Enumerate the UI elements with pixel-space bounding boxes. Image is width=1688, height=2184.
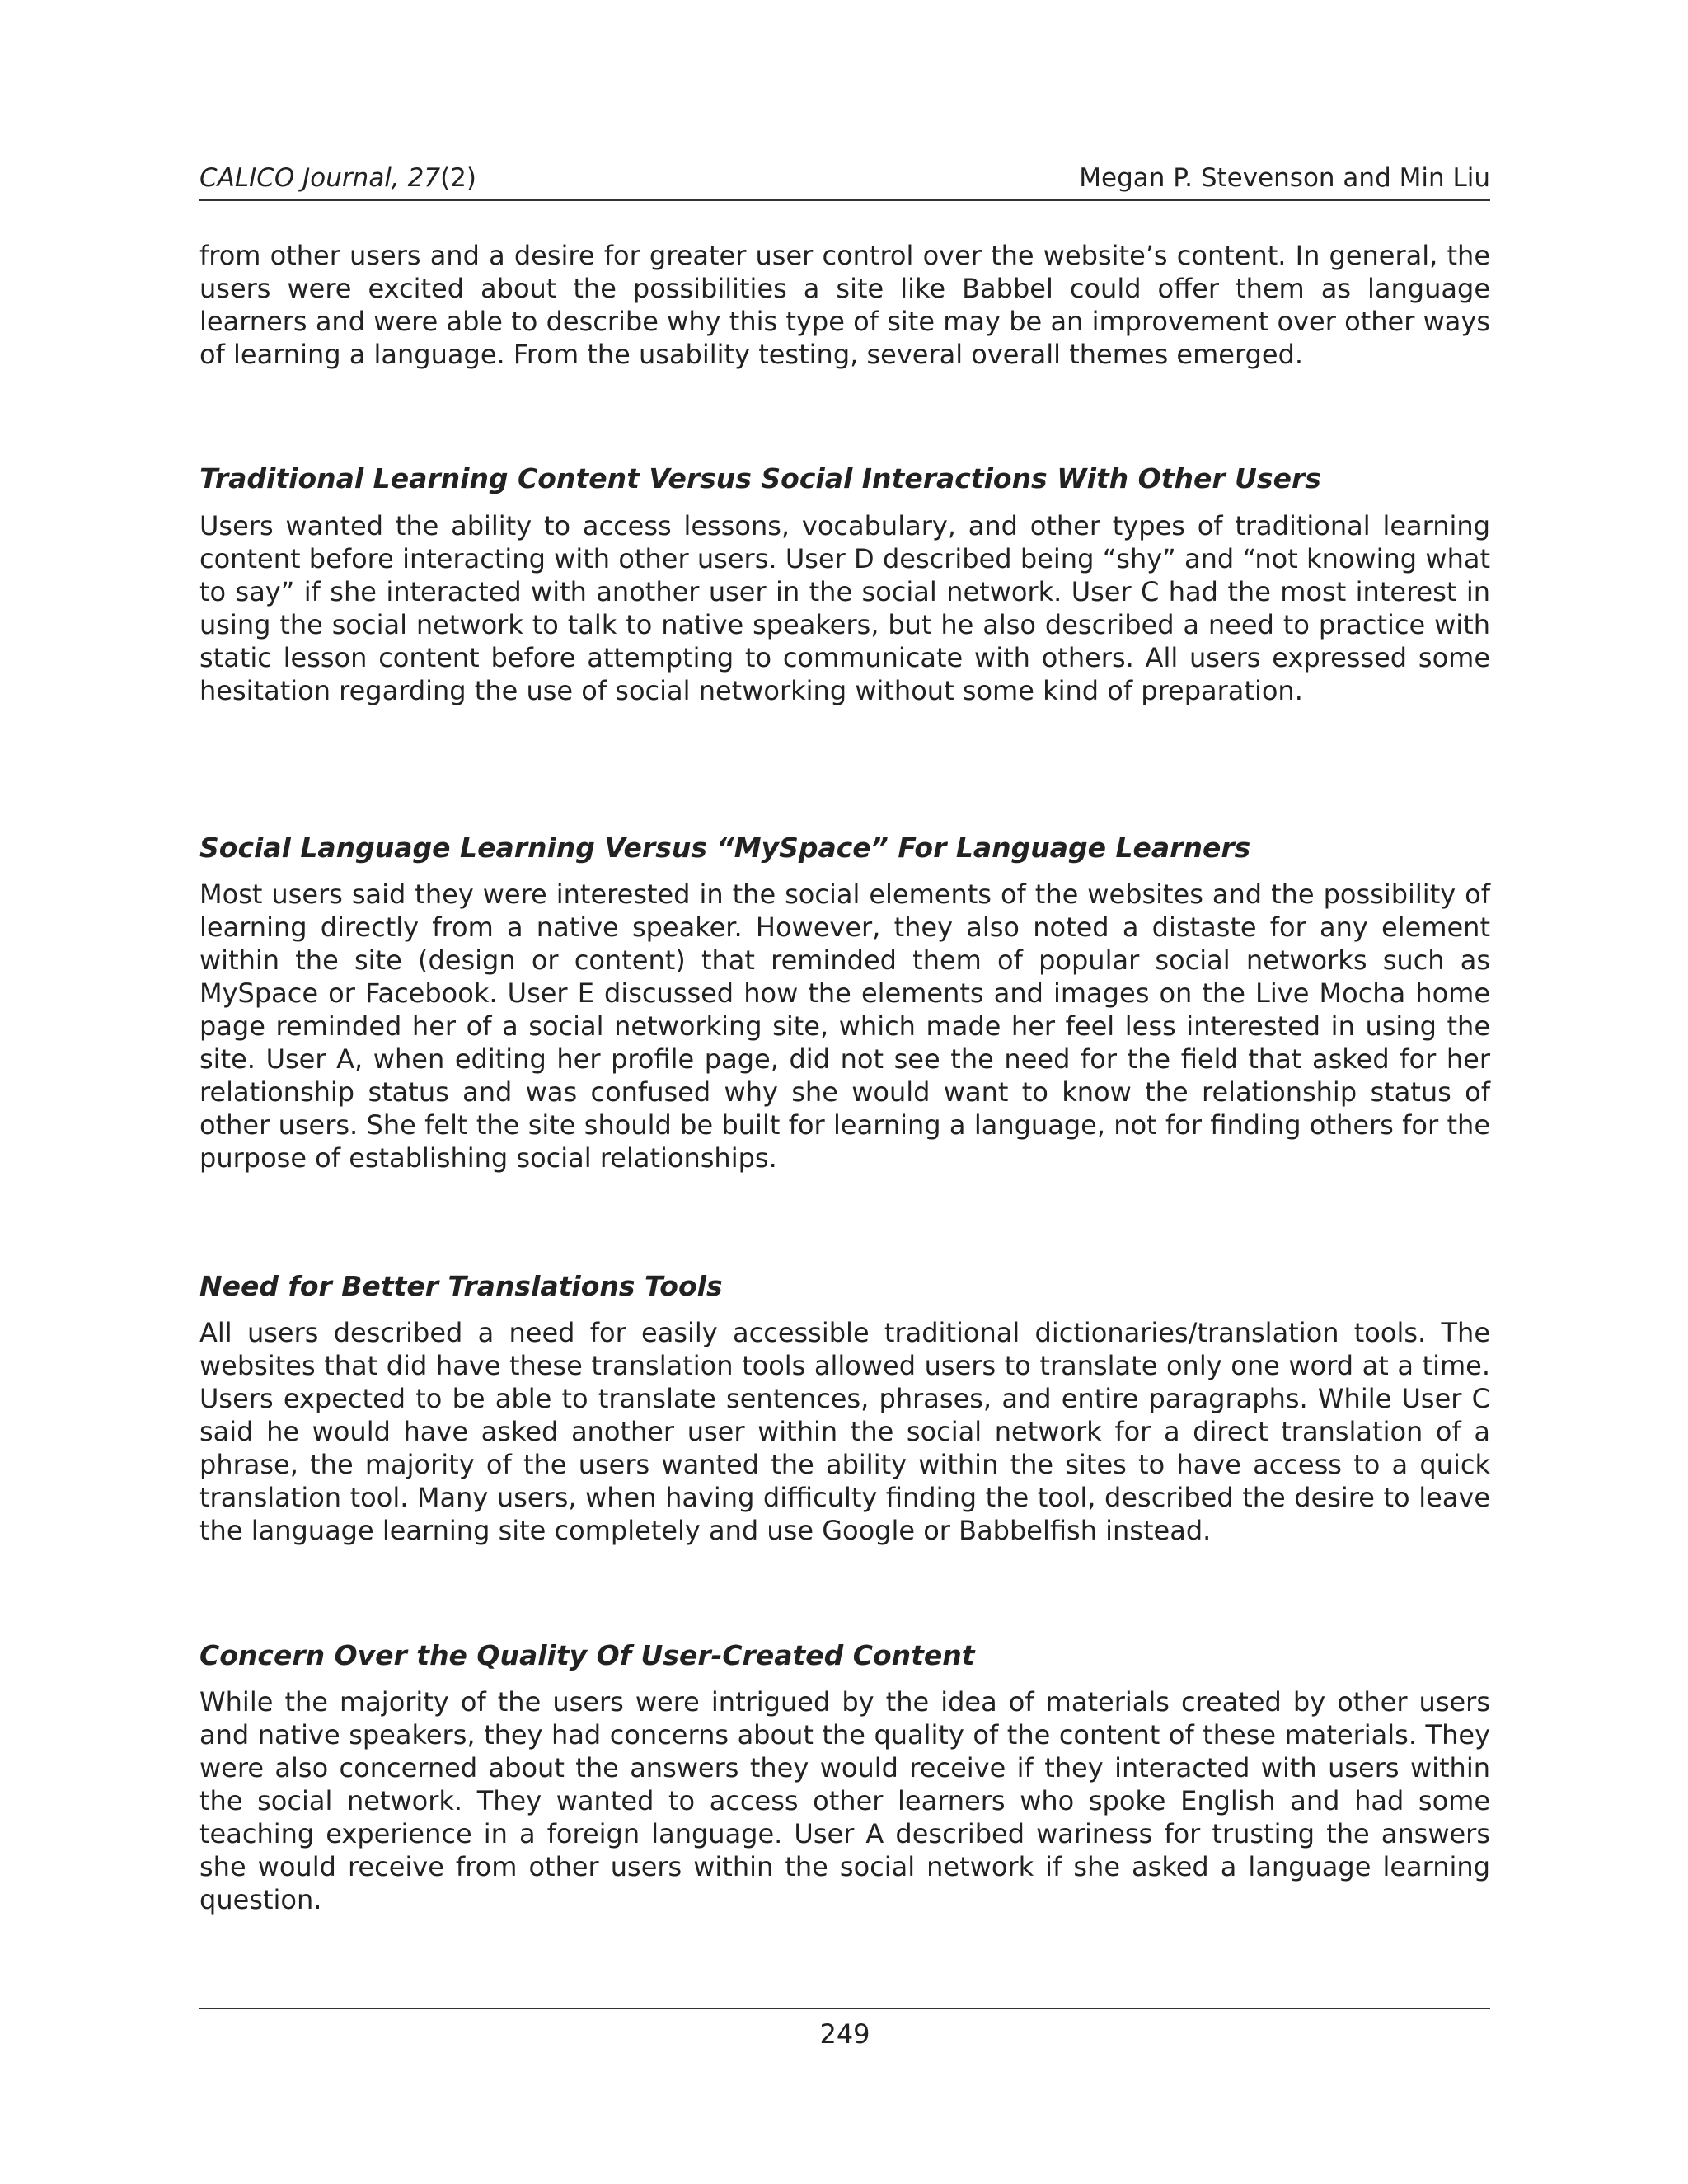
section-heading-social-language-learning: Social Language Learning Versus “MySpace” For Language Learners [199, 832, 1251, 864]
footer-rule [199, 2008, 1490, 2009]
journal-page [199, 0, 1490, 2184]
section-paragraph-translation-tools: All users described a need for easily accessible traditional dictionaries/translation tools. The websites that did have these translation tools allowed users to translate only one word at a time. Users expected to be able to translate sentences, phrases, and entire paragraphs. While User C said he would have asked another user within the social network for a direct translation of a phrase, the majority of the users wanted the ability within the sites to have access to a quick translation tool. Many users, when having difficulty finding the tool, described the desire to leave the language learning site completely and use Google or Babbelfish instead. [199, 1317, 1490, 1546]
journal-citation [199, 162, 476, 194]
section-heading-user-created-content: Concern Over the Quality Of User-Created Content [199, 1639, 975, 1671]
journal-title: CALICO Journal, 27 [199, 163, 441, 193]
section-paragraph-social-language-learning: Most users said they were interested in the social elements of the websites and the possibility of learning directly from a native speaker. However, they also noted a distaste for any element within the site (design or content) that reminded them of popular social networks such as MySpace or Facebook. User E discussed how the elements and images on the Live Mocha home page reminded her of a social networking site, which made her feel less interested in using the site. User A, when editing her profile page, did not see the need for the field that asked for her relationship status and was confused why she would want to know the relationship status of other users. She felt the site should be built for learning a language, not for finding others for the purpose of establishing social relationships. [199, 879, 1490, 1174]
section-paragraph-user-created-content: While the majority of the users were intrigued by the idea of materials created by other users and native speakers, they had concerns about the quality of the content of these materials. They were also concerned about the answers they would receive if they interacted with users within the social network. They wanted to access other learners who spoke English and had some teaching experience in a foreign language. User A described wariness for trusting the answers she would receive from other users within the social network if she asked a language learning question. [199, 1686, 1490, 1915]
page-number: 249 [819, 2018, 870, 2050]
authors: Megan P. Stevenson and Min Liu [1079, 163, 1490, 193]
section-paragraph-traditional-learning: Users wanted the ability to access lessons, vocabulary, and other types of traditional learning content before interacting with other users. User D described being “shy” and “not knowing what to say” if she interacted with another user in the social network. User C had the most interest in using the social network to talk to native speakers, but he also described a need to practice with static lesson content before attempting to communicate with others. All users expressed some hesitation regarding the use of social networking without some kind of preparation. [199, 510, 1490, 706]
journal-issue: (2) [440, 163, 476, 193]
running-head [199, 162, 1490, 201]
section-heading-translation-tools: Need for Better Translations Tools [199, 1270, 723, 1302]
intro-paragraph: from other users and a desire for greater user control over the website’s content. In general, the users were excited about the possibilities a site like Babbel could offer them as language learners and were able to describe why this type of site may be an improvement over other ways of learning a language. From the usability testing, several overall themes emerged. [199, 240, 1490, 370]
section-heading-traditional-learning: Traditional Learning Content Versus Social Interactions With Other Users [199, 462, 1321, 494]
